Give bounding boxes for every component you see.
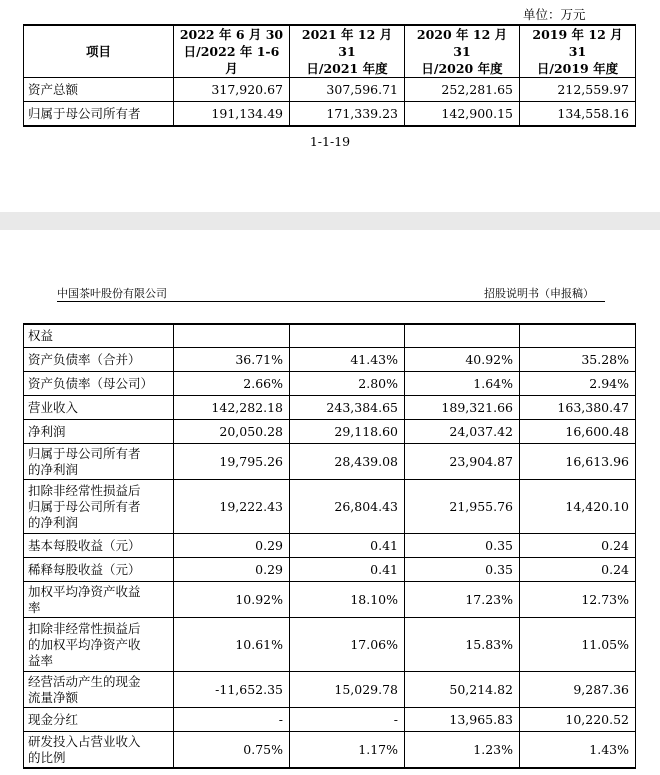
- row-label: 营业收入: [24, 396, 174, 420]
- cell-value: 212,559.97: [520, 78, 636, 102]
- document-type-header: 招股说明书（申报稿）: [484, 287, 594, 300]
- cell-value: -: [290, 708, 405, 732]
- cell-value: 1.43%: [520, 732, 636, 769]
- cell-value: 0.41: [290, 558, 405, 582]
- cell-value: 0.35: [405, 534, 520, 558]
- cell-value: 0.75%: [174, 732, 290, 769]
- row-label: 扣除非经常性损益后 的加权平均净资产收 益率: [24, 618, 174, 672]
- cell-value: 29,118.60: [290, 420, 405, 444]
- page-number: 1-1-19: [309, 134, 351, 149]
- document-page-2: [0, 230, 660, 775]
- cell-value: 163,380.47: [520, 396, 636, 420]
- cell-value: [405, 324, 520, 348]
- row-label: 净利润: [24, 420, 174, 444]
- cell-value: 15,029.78: [290, 672, 405, 708]
- cell-value: 1.17%: [290, 732, 405, 769]
- cell-value: 10.61%: [174, 618, 290, 672]
- cell-value: 142,900.15: [405, 102, 520, 127]
- cell-value: 171,339.23: [290, 102, 405, 127]
- table-row: [24, 672, 636, 708]
- cell-value: 26,804.43: [290, 480, 405, 534]
- row-label: 权益: [24, 324, 174, 348]
- cell-value: 16,600.48: [520, 420, 636, 444]
- row-label: 加权平均净资产收益 率: [24, 582, 174, 618]
- table-row: [24, 582, 636, 618]
- company-header: 中国茶叶股份有限公司: [57, 287, 167, 300]
- cell-value: -11,652.35: [174, 672, 290, 708]
- cell-value: 10.92%: [174, 582, 290, 618]
- table-row: [24, 708, 636, 732]
- cell-value: 17.06%: [290, 618, 405, 672]
- cell-value: 252,281.65: [405, 78, 520, 102]
- cell-value: 28,439.08: [290, 444, 405, 480]
- cell-value: 14,420.10: [520, 480, 636, 534]
- table-row: [24, 78, 636, 102]
- row-label: 归属于母公司所有者 的净利润: [24, 444, 174, 480]
- header-2022-h1: 2022 年 6 月 30 日/2022 年 1-6 月: [174, 25, 290, 78]
- table-row: [24, 102, 636, 127]
- row-label: 基本每股收益（元）: [24, 534, 174, 558]
- document-page-1: [0, 0, 660, 212]
- row-label: 经营活动产生的现金 流量净额: [24, 672, 174, 708]
- table-row: [24, 444, 636, 480]
- cell-value: 11.05%: [520, 618, 636, 672]
- row-label: 资产总额: [24, 78, 174, 102]
- header-item: 项目: [24, 25, 174, 78]
- table-row: [24, 348, 636, 372]
- table-row: [24, 534, 636, 558]
- summary-table-top: [23, 24, 636, 127]
- row-label: 资产负债率（合并）: [24, 348, 174, 372]
- cell-value: 40.92%: [405, 348, 520, 372]
- cell-value: 189,321.66: [405, 396, 520, 420]
- cell-value: 142,282.18: [174, 396, 290, 420]
- cell-value: 134,558.16: [520, 102, 636, 127]
- cell-value: 0.24: [520, 558, 636, 582]
- table-row: [24, 396, 636, 420]
- cell-value: 50,214.82: [405, 672, 520, 708]
- cell-value: -: [174, 708, 290, 732]
- cell-value: 1.23%: [405, 732, 520, 769]
- cell-value: 19,222.43: [174, 480, 290, 534]
- cell-value: 35.28%: [520, 348, 636, 372]
- cell-value: 16,613.96: [520, 444, 636, 480]
- table-row: [24, 480, 636, 534]
- table-row: [24, 372, 636, 396]
- cell-value: 2.66%: [174, 372, 290, 396]
- row-label: 现金分红: [24, 708, 174, 732]
- cell-value: 243,384.65: [290, 396, 405, 420]
- row-label: 归属于母公司所有者: [24, 102, 174, 127]
- cell-value: 18.10%: [290, 582, 405, 618]
- cell-value: 24,037.42: [405, 420, 520, 444]
- cell-value: 0.29: [174, 534, 290, 558]
- cell-value: 17.23%: [405, 582, 520, 618]
- cell-value: 13,965.83: [405, 708, 520, 732]
- cell-value: 23,904.87: [405, 444, 520, 480]
- cell-value: 1.64%: [405, 372, 520, 396]
- cell-value: 307,596.71: [290, 78, 405, 102]
- financial-indicators-table: [23, 323, 636, 769]
- header-2021: 2021 年 12 月 31 日/2021 年度: [290, 25, 405, 78]
- cell-value: 41.43%: [290, 348, 405, 372]
- row-label: 扣除非经常性损益后 归属于母公司所有者 的净利润: [24, 480, 174, 534]
- table-row: [24, 420, 636, 444]
- cell-value: 191,134.49: [174, 102, 290, 127]
- cell-value: 15.83%: [405, 618, 520, 672]
- cell-value: 317,920.67: [174, 78, 290, 102]
- row-label: 稀释每股收益（元）: [24, 558, 174, 582]
- cell-value: 2.80%: [290, 372, 405, 396]
- cell-value: [290, 324, 405, 348]
- cell-value: 20,050.28: [174, 420, 290, 444]
- cell-value: 2.94%: [520, 372, 636, 396]
- cell-value: [174, 324, 290, 348]
- cell-value: 21,955.76: [405, 480, 520, 534]
- cell-value: 19,795.26: [174, 444, 290, 480]
- cell-value: 0.24: [520, 534, 636, 558]
- cell-value: 36.71%: [174, 348, 290, 372]
- unit-label: 单位：万元: [523, 7, 586, 22]
- table-row: [24, 618, 636, 672]
- cell-value: 0.35: [405, 558, 520, 582]
- table-header-row: [24, 25, 636, 78]
- table-row: [24, 732, 636, 769]
- header-2019: 2019 年 12 月 31 日/2019 年度: [520, 25, 636, 78]
- row-label: 研发投入占营业收入 的比例: [24, 732, 174, 769]
- page-separator: [0, 212, 660, 230]
- table-row: [24, 324, 636, 348]
- cell-value: 12.73%: [520, 582, 636, 618]
- row-label: 资产负债率（母公司）: [24, 372, 174, 396]
- cell-value: 10,220.52: [520, 708, 636, 732]
- cell-value: [520, 324, 636, 348]
- cell-value: 0.29: [174, 558, 290, 582]
- cell-value: 0.41: [290, 534, 405, 558]
- table-row: [24, 558, 636, 582]
- cell-value: 9,287.36: [520, 672, 636, 708]
- header-divider: [57, 301, 605, 302]
- header-2020: 2020 年 12 月 31 日/2020 年度: [405, 25, 520, 78]
